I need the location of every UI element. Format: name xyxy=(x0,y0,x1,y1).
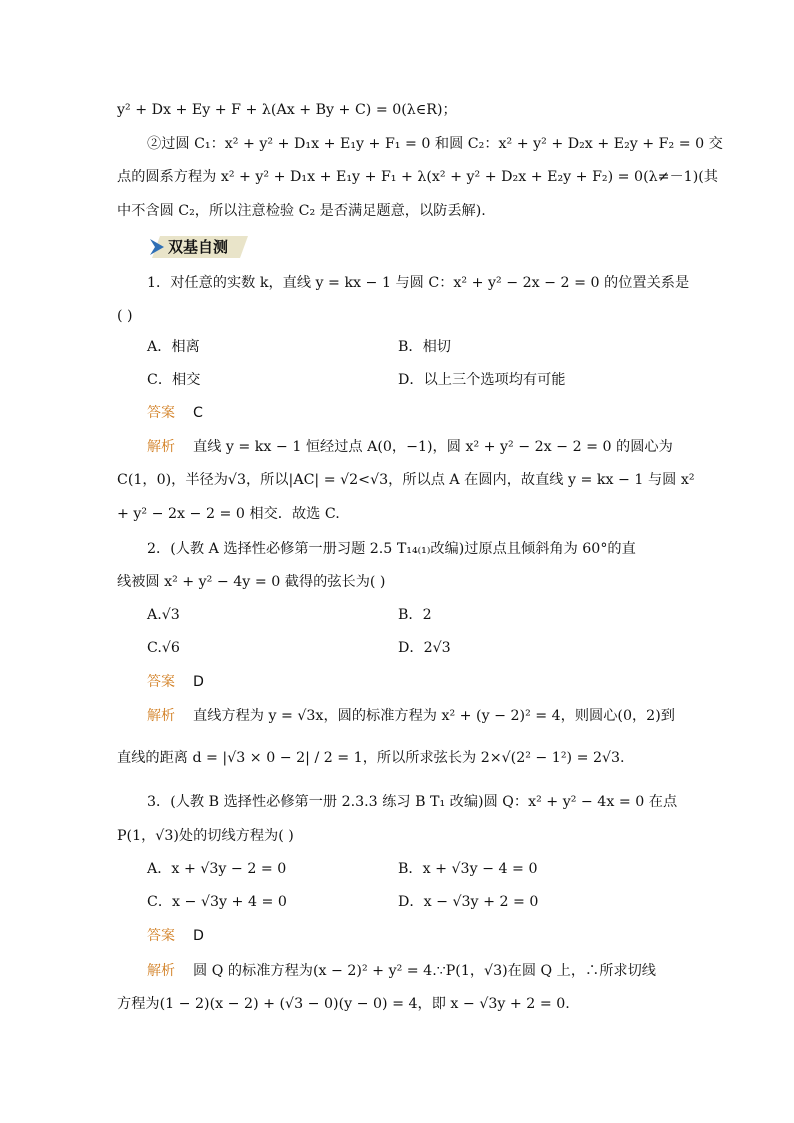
q1-answer-value: C xyxy=(193,405,203,421)
q2-option-a: A.√3 xyxy=(147,607,180,623)
q2-answer-value: D xyxy=(193,674,204,690)
q1-option-b: B．相切 xyxy=(398,339,451,355)
q2-option-c: C.√6 xyxy=(147,640,180,656)
q3-stem-1: 3．(人教 B 选择性必修第一册 2.3.3 练习 B T₁ 改编)圆 Q：x² + y² − 4x = 0 在点 xyxy=(147,794,678,810)
q2-analysis-2: 直线的距离 d = |√3 × 0 − 2| / 2 = 1，所以所求弦长为 2×√(2² − 1²) = 2√3. xyxy=(117,750,625,766)
intro-line-1: y² + Dx + Ey + F + λ(Ax + By + C) = 0(λ∈R)； xyxy=(117,102,457,118)
q1-stem-2: ( ) xyxy=(117,308,133,324)
analysis-label: 解析 xyxy=(147,708,175,724)
q3-option-b: B．x + √3y − 4 = 0 xyxy=(398,861,538,877)
q1-analysis-2: C(1，0)，半径为√3，所以|AC| = √2<√3，所以点 A 在圆内，故直线 y = kx − 1 与圆 x² xyxy=(117,472,695,488)
q3-option-c: C．x − √3y + 4 = 0 xyxy=(147,894,287,910)
q3-option-a: A．x + √3y − 2 = 0 xyxy=(147,861,287,877)
q3-answer-value: D xyxy=(193,928,204,944)
q3-answer-row xyxy=(147,926,204,946)
q2-option-d: D．2√3 xyxy=(398,640,451,656)
answer-label: 答案 xyxy=(147,928,175,944)
answer-label: 答案 xyxy=(147,674,175,690)
q1-analysis-1 xyxy=(147,437,673,457)
q2-analysis-1 xyxy=(147,706,675,726)
q3-stem-2: P(1，√3)处的切线方程为( ) xyxy=(117,828,294,844)
q2-stem-2: 线被圆 x² + y² − 4y = 0 截得的弦长为( ) xyxy=(117,574,386,590)
q3-option-d: D．x − √3y + 2 = 0 xyxy=(398,894,539,910)
q2-option-b: B．2 xyxy=(398,607,432,623)
q3-analysis-2: 方程为(1 − 2)(x − 2) + (√3 − 0)(y − 0) = 4，即 x − √3y + 2 = 0. xyxy=(117,996,570,1012)
q3-analysis-text-1: 圆 Q 的标准方程为(x − 2)² + y² = 4.∵P(1，√3)在圆 Q 上，∴所求切线 xyxy=(193,963,656,979)
intro-line-3: 点的圆系方程为 x² + y² + D₁x + E₁y + F₁ + λ(x² + y² + D₂x + E₂y + F₂) = 0(λ≠－1)(其 xyxy=(117,169,718,185)
intro-line-2: ②过圆 C₁：x² + y² + D₁x + E₁y + F₁ = 0 和圆 C₂：x² + y² + D₂x + E₂y + F₂ = 0 交 xyxy=(147,136,723,152)
analysis-label: 解析 xyxy=(147,439,175,455)
section-title: 双基自测 xyxy=(168,238,229,256)
q1-stem-1: 1．对任意的实数 k，直线 y = kx − 1 与圆 C：x² + y² − 2x − 2 = 0 的位置关系是 xyxy=(147,275,690,291)
q3-analysis-1 xyxy=(147,961,656,981)
answer-label: 答案 xyxy=(147,405,175,421)
q2-answer-row xyxy=(147,672,204,692)
analysis-label: 解析 xyxy=(147,963,175,979)
q1-option-a: A．相离 xyxy=(147,339,200,355)
q1-analysis-3: + y² − 2x − 2 = 0 相交．故选 C. xyxy=(117,506,340,522)
q2-stem-1: 2．(人教 A 选择性必修第一册习题 2.5 T₁₄₍₁₎改编)过原点且倾斜角为 60°的直 xyxy=(147,541,636,557)
q1-analysis-text-1: 直线 y = kx − 1 恒经过点 A(0，−1)，圆 x² + y² − 2x − 2 = 0 的圆心为 xyxy=(193,439,673,455)
q2-analysis-text-1: 直线方程为 y = √3x，圆的标准方程为 x² + (y − 2)² = 4，则圆心(0，2)到 xyxy=(193,708,675,724)
q1-answer-row xyxy=(147,403,203,423)
q1-option-c: C．相交 xyxy=(147,372,201,388)
intro-line-4: 中不含圆 C₂，所以注意检验 C₂ 是否满足题意，以防丢解). xyxy=(117,203,486,219)
q1-option-d: D．以上三个选项均有可能 xyxy=(398,372,566,388)
